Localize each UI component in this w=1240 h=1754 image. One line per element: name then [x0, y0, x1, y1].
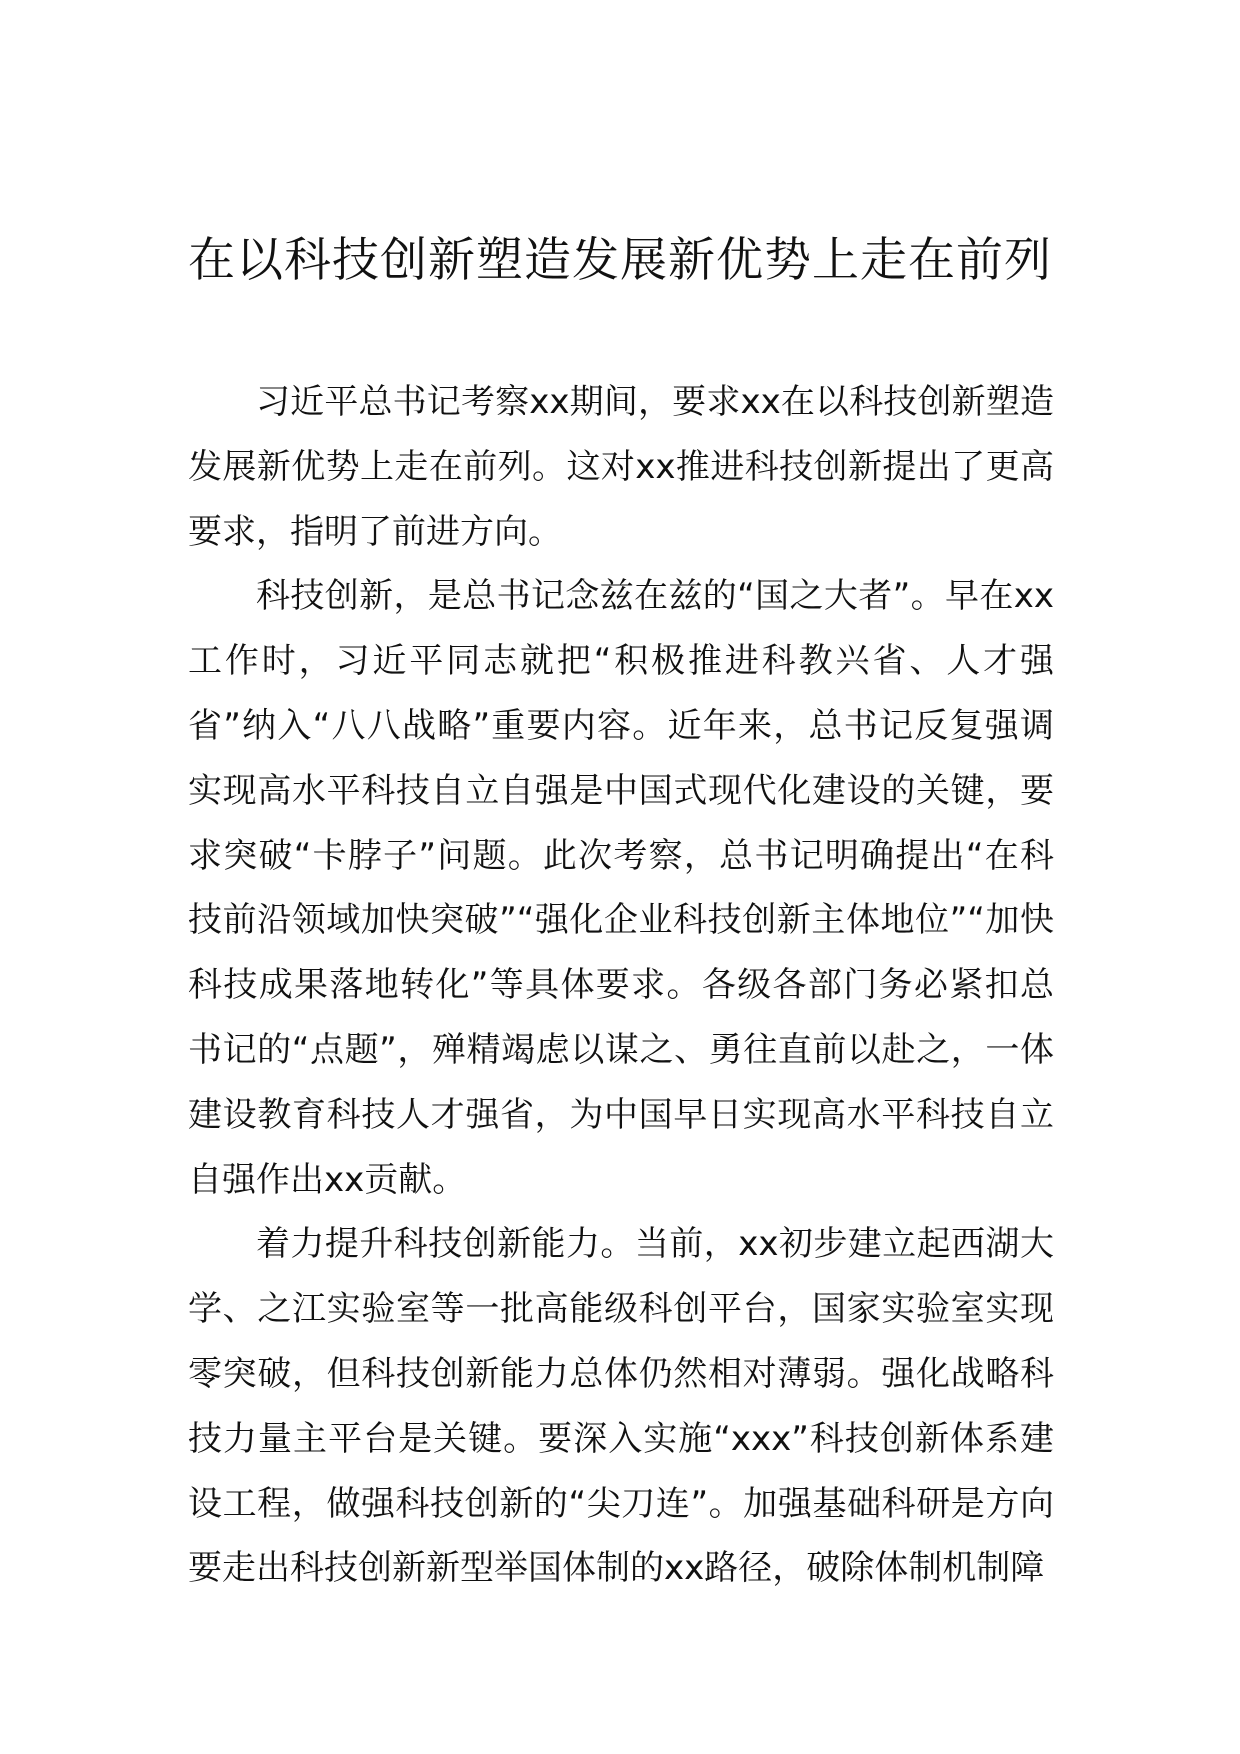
paragraph-2: 科技创新，是总书记念兹在兹的“国之大者”。早在xx工作时，习近平同志就把“积极推进科教兴省、人才强省”纳入“八八战略”重要内容。近年来，总书记反复强调实现高水平科技自立自强是中国式现代化建设的关键，要求突破“卡脖子”问题。此次考察，总书记明确提出“在科技前沿领域加快突破”“强化企业科技创新主体地位”“加快科技成果落地转化”等具体要求。各级各部门务必紧扣总书记的“点题”，殚精竭虑以谋之、勇往直前以赴之，一体建设教育科技人才强省，为中国早日实现高水平科技自立自强作出xx贡献。 — [188, 576, 1054, 1200]
document-title: 在以科技创新塑造发展新优势上走在前列 — [188, 233, 1052, 288]
document-body — [188, 370, 1054, 1601]
paragraph-1: 习近平总书记考察xx期间，要求xx在以科技创新塑造发展新优势上走在前列。这对xx推进科技创新提出了更高要求，指明了前进方向。 — [188, 382, 1054, 552]
paragraph-3: 着力提升科技创新能力。当前，xx初步建立起西湖大学、之江实验室等一批高能级科创平台，国家实验室实现零突破，但科技创新能力总体仍然相对薄弱。强化战略科技力量主平台是关键。要深入实施“xxx”科技创新体系建设工程，做强科技创新的“尖刀连”。加强基础科研是方向要走出科技创新新型举国体制的xx路径，破除体制机制障 — [188, 1224, 1054, 1589]
